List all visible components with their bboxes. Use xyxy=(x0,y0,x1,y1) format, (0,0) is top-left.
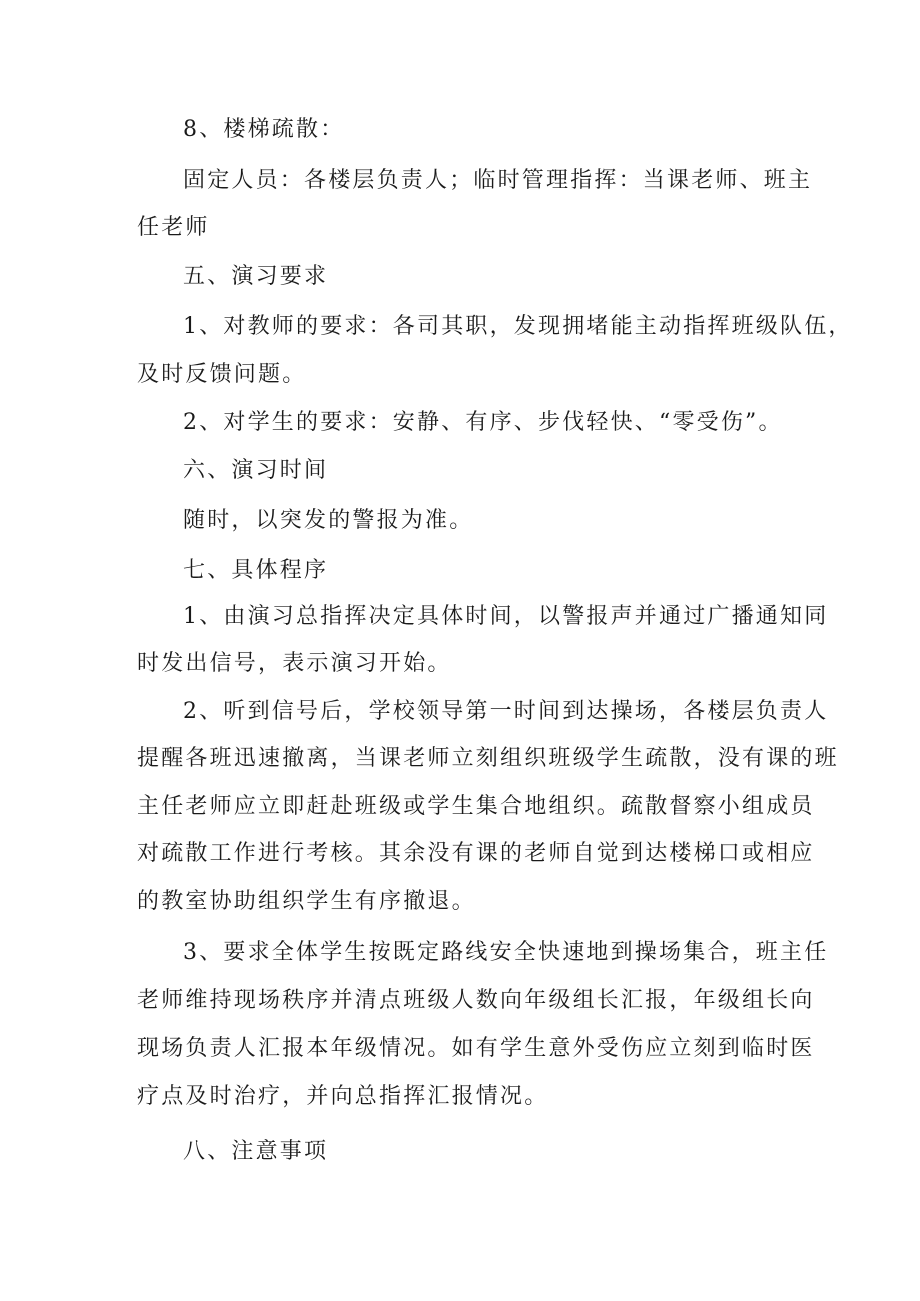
paragraph-line: 对疏散工作进行考核。其余没有课的老师自觉到达楼梯口或相应 xyxy=(137,841,815,866)
paragraph-line: 1、由演习总指挥决定具体时间，以警报声并通过广播通知同 xyxy=(183,604,829,629)
section-heading-5: 五、演习要求 xyxy=(183,264,329,289)
paragraph-line: 及时反馈问题。 xyxy=(137,362,307,387)
section-heading-6: 六、演习时间 xyxy=(183,458,329,483)
item-8-heading: 8、楼梯疏散： xyxy=(183,117,345,142)
section-heading-8: 八、注意事项 xyxy=(183,1139,329,1164)
paragraph-line: 随时，以突发的警报为准。 xyxy=(183,508,474,533)
paragraph-line: 固定人员：各楼层负责人；临时管理指挥：当课老师、班主 xyxy=(183,168,813,193)
paragraph-line: 现场负责人汇报本年级情况。如有学生意外受伤应立刻到临时医 xyxy=(137,1036,815,1061)
paragraph-line: 时发出信号，表示演习开始。 xyxy=(137,651,452,676)
paragraph-line: 提醒各班迅速撤离，当课老师立刻组织班级学生疏散，没有课的班 xyxy=(137,746,839,771)
paragraph-line: 疗点及时治疗，并向总指挥汇报情况。 xyxy=(137,1084,549,1109)
paragraph-line: 3、要求全体学生按既定路线安全快速地到操场集合，班主任 xyxy=(183,940,829,965)
section-heading-7: 七、具体程序 xyxy=(183,558,329,583)
paragraph-line: 任老师 xyxy=(137,215,210,240)
paragraph-line: 主任老师应立即赶赴班级或学生集合地组织。疏散督察小组成员 xyxy=(137,794,815,819)
paragraph-line: 1、对教师的要求：各司其职，发现拥堵能主动指挥班级队伍， xyxy=(183,314,853,339)
paragraph-line: 的教室协助组织学生有序撤退。 xyxy=(137,889,476,914)
paragraph-line: 老师维持现场秩序并清点班级人数向年级组长汇报，年级组长向 xyxy=(137,988,815,1013)
paragraph-line: 2、对学生的要求：安静、有序、步伐轻快、“零受伤”。 xyxy=(183,410,783,435)
paragraph-line: 2、听到信号后，学校领导第一时间到达操场，各楼层负责人 xyxy=(183,699,829,724)
